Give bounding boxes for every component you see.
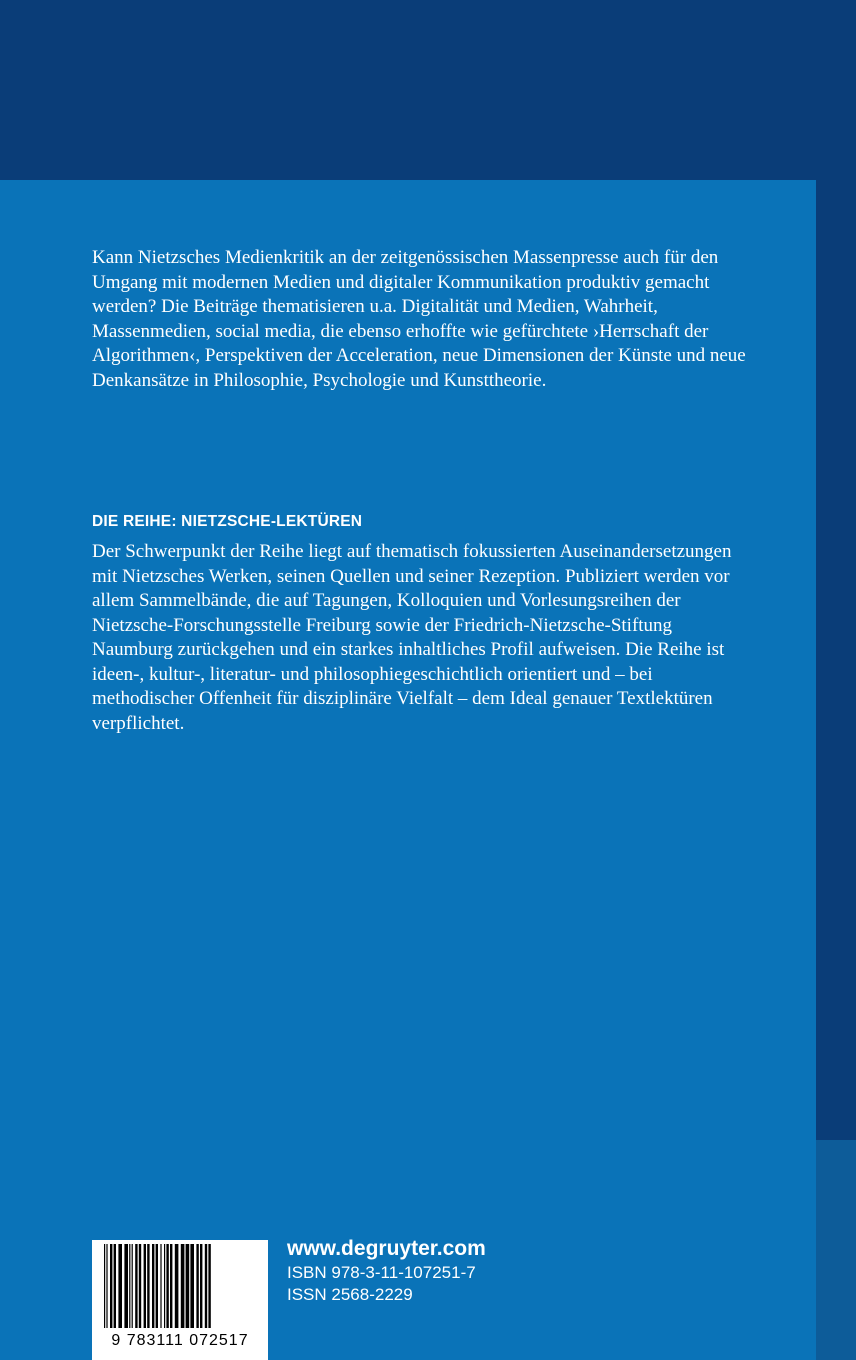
series-heading: DIE REIHE: NIETZSCHE-LEKTÜREN bbox=[92, 513, 363, 530]
barcode-bar bbox=[118, 1244, 122, 1328]
barcode-digits: 9 783111 072517 bbox=[111, 1332, 249, 1349]
barcode-bar bbox=[166, 1244, 168, 1328]
publisher-url[interactable]: www.degruyter.com bbox=[287, 1237, 486, 1260]
book-blurb: Kann Nietzsches Medienkritik an der zeitgenössischen Massenpresse auch für den Umgang mit modernen Medien und digitaler Kommunikation produktiv gemacht werden? Die Beiträge thematisieren u.a. Digitalität und Medien, Wahrheit, Massenmedien, social media, die ebenso erhoffte wie gefürchtete ›Herrschaft der Algorithmen‹, Perspektiven der Acceleration, neue Dimensionen der Künste und neue Denkansätze in Philosophie, Psychologie und Kunsttheorie. bbox=[92, 247, 746, 391]
barcode-bar bbox=[205, 1244, 207, 1328]
publisher-info bbox=[287, 1236, 486, 1306]
barcode-bar bbox=[156, 1244, 158, 1328]
barcode-bar bbox=[181, 1244, 185, 1328]
barcode-bar bbox=[124, 1244, 128, 1328]
issn-number: ISSN 2568-2229 bbox=[287, 1285, 413, 1304]
barcode-bar bbox=[110, 1244, 112, 1328]
barcode-bar bbox=[170, 1244, 172, 1328]
barcode-bar bbox=[190, 1244, 194, 1328]
barcode-bar bbox=[144, 1244, 146, 1328]
barcode-bar bbox=[139, 1244, 141, 1328]
barcode-bar bbox=[152, 1244, 154, 1328]
isbn-number: ISBN 978-3-11-107251-7 bbox=[287, 1263, 476, 1282]
barcode-bar bbox=[132, 1244, 133, 1328]
barcode-bar bbox=[186, 1244, 190, 1328]
barcode-bar bbox=[147, 1244, 149, 1328]
barcode-bar bbox=[200, 1244, 202, 1328]
barcode-bar bbox=[129, 1244, 130, 1328]
series-description: Der Schwerpunkt der Reihe liegt auf thematisch fokussierten Auseinandersetzungen mit Nietzsches Werken, seinen Quellen und seiner Rezeption. Publiziert werden vor allem Sammelbände, die auf Tagungen, Kolloquien und Vorlesungsreihen der Nietzsche-Forschungsstelle Freiburg sowie der Friedrich-Nietzsche-Stiftung Naumburg zurückgehen und ein starkes inhaltliches Profil aufweisen. Die Reihe ist ideen-, kultur-, literatur- und philosophiegeschichtlich orientiert und – bei methodischer Offenheit für disziplinäre Vielfalt – dem Ideal genauer Textlektüren verpflichtet. bbox=[92, 541, 732, 734]
barcode-bar bbox=[114, 1244, 116, 1328]
barcode-bars bbox=[102, 1244, 258, 1330]
barcode-bar bbox=[104, 1244, 105, 1328]
cover-edge-strip bbox=[816, 1140, 856, 1360]
barcode-bar bbox=[208, 1244, 210, 1328]
barcode-bar bbox=[164, 1244, 165, 1328]
barcode-bar bbox=[160, 1244, 161, 1328]
barcode bbox=[92, 1240, 268, 1360]
barcode-bar bbox=[196, 1244, 198, 1328]
barcode-bar bbox=[135, 1244, 137, 1328]
barcode-bar bbox=[175, 1244, 179, 1328]
barcode-bar bbox=[106, 1244, 107, 1328]
